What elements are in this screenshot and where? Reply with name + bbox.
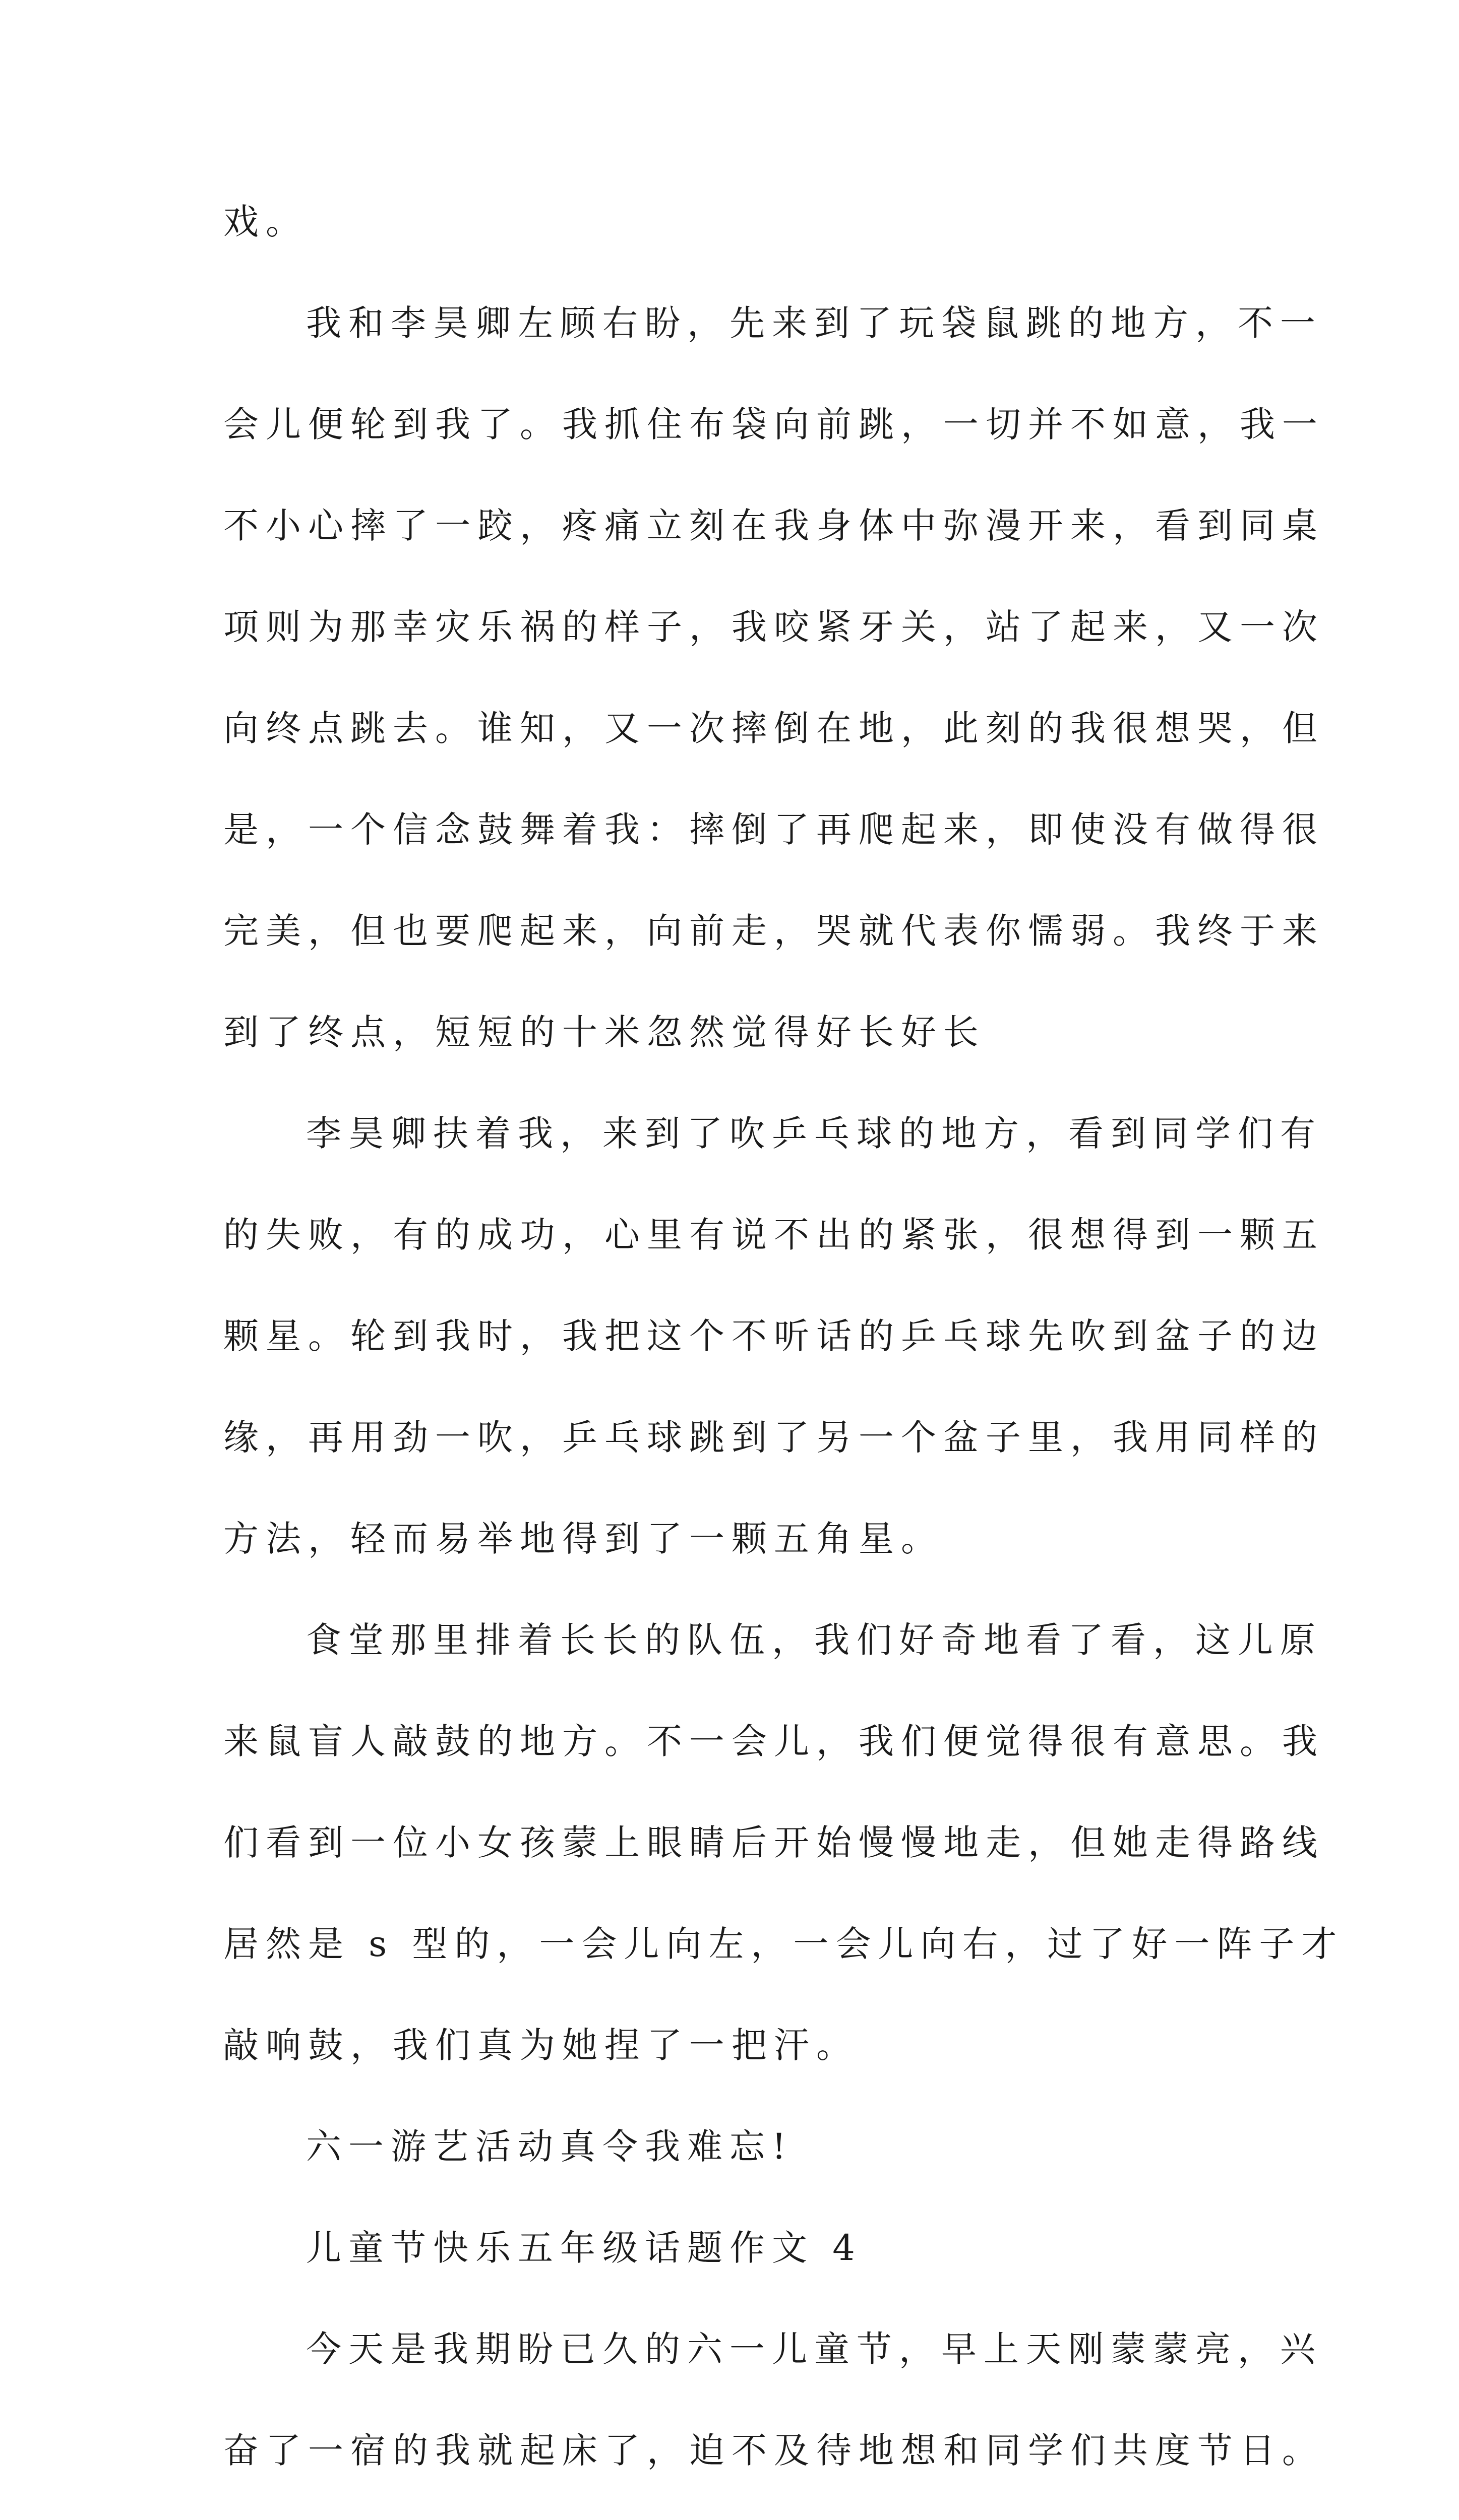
text-line: 是，一个信念鼓舞着我：摔倒了再爬起来，即使没有做得很	[223, 809, 1324, 850]
text-line: 的失败，有的成功，心里有说不出的紧张，很想得到一颗五	[223, 1214, 1324, 1255]
text-line: 六一游艺活动真令我难忘!	[306, 2126, 794, 2167]
text-line: 向终点跳去。谁知，又一次摔倒在地，此刻的我很想哭，但	[223, 708, 1324, 749]
text-line: 完美，但也要爬起来，向前走，哭就代表你懦弱。我终于来	[223, 910, 1324, 952]
text-line: 敲响鼓，我们真为她捏了一把汗。	[223, 2025, 859, 2066]
text-line: 李昊卿扶着我，来到了吹乒乓球的地方，看到同学们有	[306, 1113, 1322, 1154]
text-line: 们看到一位小女孩蒙上眼睛后开始慢慢地走，但她走得路线	[223, 1822, 1324, 1863]
text-line: 来鼠盲人敲鼓的地方。不一会儿，我们便觉得很有意思。我	[223, 1721, 1324, 1762]
text-line: 项则为那幸灾乐祸的样子，我咬紧牙关，站了起来，又一次	[223, 606, 1324, 648]
text-line: 会儿便轮到我了。我抓住布袋向前跳，一切并不如意，我一	[223, 404, 1324, 445]
text-line: 居然是 s 型的，一会儿向左，一会儿向右，过了好一阵子才	[223, 1923, 1344, 1965]
text-line: 缘，再用劲一吹，乒乓球跳到了另一个盆子里，我用同样的	[223, 1417, 1324, 1458]
text-line: 到了终点，短短的十米忽然觉得好长好长	[223, 1012, 986, 1053]
text-line: 不小心摔了一跤，疼痛立刻在我身体中弥漫开来，看到同桌	[223, 505, 1324, 546]
text-line: 颗星。轮到我时，我把这个不听话的乒乓球先吹到盆子的边	[223, 1315, 1324, 1357]
text-line: 方法，轻而易举地得到了一颗五角星。	[223, 1518, 943, 1559]
body-text	[223, 171, 1344, 2520]
text-line: 食堂那里排着长长的队伍，我们好奇地看了看，这儿原	[306, 1619, 1322, 1661]
text-line: 今天是我期盼已久的六一儿童节，早上天刚蒙蒙亮，兴	[306, 2328, 1322, 2370]
text-line: 我和李昊卿左顾右盼，先来到了玩袋鼠跳的地方，不一	[306, 302, 1322, 344]
text-line: 戏。	[223, 201, 308, 242]
text-line	[223, 2501, 1262, 2520]
section-heading: 儿童节快乐五年级话题作文 4	[306, 2227, 862, 2269]
text-line: 奋了一宿的我就起床了，迫不及待地想和同学们共度节日。	[223, 2430, 1324, 2471]
